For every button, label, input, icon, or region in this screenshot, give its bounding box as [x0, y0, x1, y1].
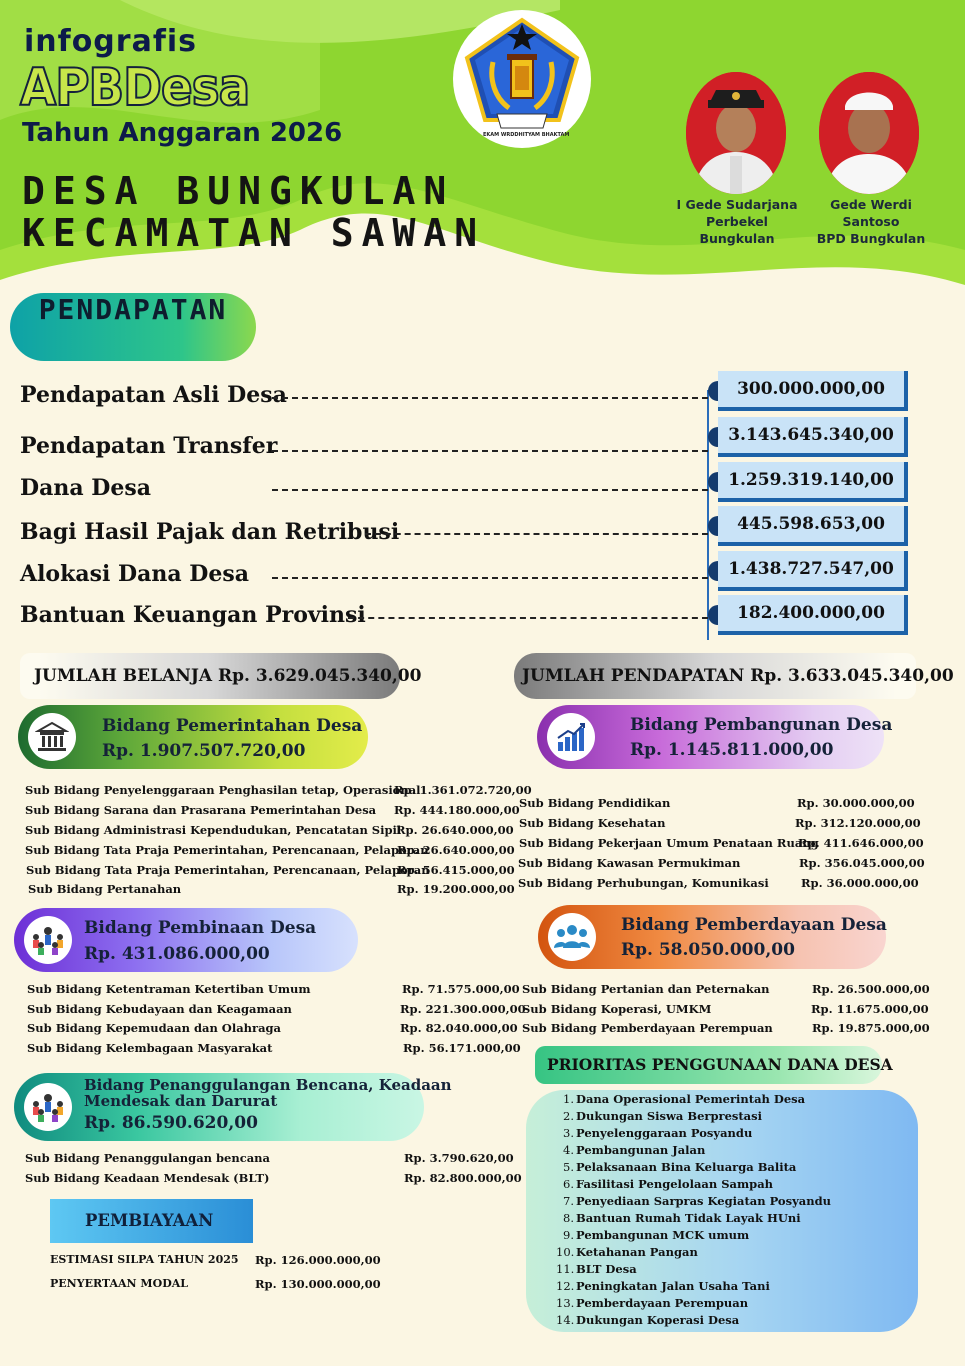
sub-bidang-value: Rp. 30.000.000,00	[797, 796, 915, 810]
bidang-pemberdayaan-card	[538, 905, 886, 969]
bidang-title: Bidang Pemberdayaan Desa	[621, 915, 887, 935]
sub-bidang-label: Sub Bidang Ketentraman Ketertiban Umum	[27, 982, 311, 996]
priority-text: Pembangunan Jalan	[576, 1143, 706, 1157]
bidang-title-line1: Bidang Penanggulangan Bencana, Keadaan	[84, 1076, 452, 1094]
priority-text: Pelaksanaan Bina Keluarga Balita	[576, 1160, 797, 1174]
list-item: 1. Dana Operasional Pemerintah Desa	[563, 1092, 806, 1106]
list-item: 10. Ketahanan Pangan	[556, 1245, 698, 1259]
sub-bidang-value: Rp. 71.575.000,00	[402, 982, 520, 996]
sub-bidang-label: Sub Bidang Pekerjaan Umum Penataan Ruang	[519, 836, 819, 850]
bidang-bencana-card	[14, 1073, 452, 1141]
income-label: Bantuan Keuangan Provinsi	[20, 602, 366, 628]
list-item: 3. Penyelenggaraan Posyandu	[563, 1126, 753, 1140]
sub-bidang-label: Sub Bidang Kawasan Permukiman	[518, 856, 741, 870]
sub-bidang-value: Rp. 11.675.000,00	[811, 1002, 929, 1016]
village-title	[22, 170, 485, 254]
sub-bidang-label: Sub Bidang Penyelenggaraan Penghasilan tetap, Operasional	[25, 783, 421, 797]
income-value: 445.598.653,00	[718, 506, 908, 546]
list-item: 4. Pembangunan Jalan	[563, 1143, 706, 1157]
sub-bidang-label: Sub Bidang Penanggulangan bencana	[25, 1151, 270, 1165]
sub-bidang-value: Rp. 312.120.000,00	[795, 816, 921, 830]
pembiayaan-value: Rp. 130.000.000,00	[255, 1277, 381, 1291]
prioritas-list	[556, 1091, 831, 1329]
sub-bidang-label: Sub Bidang Kelembagaan Masyarakat	[27, 1041, 273, 1055]
bidang-title-line2: Mendesak dan Darurat	[84, 1092, 278, 1110]
sub-bidang-label: Sub Bidang Keadaan Mendesak (BLT)	[25, 1171, 270, 1185]
bidang-amount: Rp. 86.590.620,00	[84, 1113, 258, 1133]
official-name: I Gede Sudarjana	[676, 197, 798, 212]
list-item: 2. Dukungan Siswa Berprestasi	[563, 1109, 762, 1123]
prioritas-heading: PRIORITAS PENGGUNAAN DANA DESA	[535, 1046, 882, 1084]
bidang-title: Bidang Pembangunan Desa	[630, 715, 893, 735]
jumlah-belanja: JUMLAH BELANJA Rp. 3.629.045.340,00	[20, 653, 400, 699]
sub-bidang-value: Rp. 221.300.000,00	[400, 1002, 526, 1016]
list-item: 8. Bantuan Rumah Tidak Layak HUni	[563, 1211, 801, 1225]
sub-bidang-label: Sub Bidang Sarana dan Prasarana Pemerintahan Desa	[25, 803, 377, 817]
sub-bidang-label: Sub Bidang Tata Praja Pemerintahan, Perencanaan, Pelaporan	[26, 863, 430, 877]
sub-bidang-label: Sub Bidang Tata Praja Pemerintahan, Perencanaan, Pelaporan	[25, 843, 429, 857]
infografis-label: infografis	[24, 24, 198, 59]
list-item: 7. Penyediaan Sarpras Kegiatan Posyandu	[563, 1194, 831, 1208]
sub-bidang-label: Sub Bidang Pertanian dan Peternakan	[522, 982, 770, 996]
bidang-pembinaan-card	[14, 908, 358, 972]
dashed-leader	[272, 450, 708, 452]
income-value: 3.143.645.340,00	[718, 417, 908, 457]
list-item: 12. Peningkatan Jalan Usaha Tani	[556, 1279, 770, 1293]
sub-bidang-value: Rp. 411.646.000,00	[798, 836, 924, 850]
pendapatan-title: PENDAPATAN	[38, 293, 228, 326]
sub-bidang-value: Rp. 356.045.000,00	[799, 856, 925, 870]
dashed-leader	[272, 489, 708, 491]
sub-bidang-label: Sub Bidang Perhubungan, Komunikasi	[518, 876, 769, 890]
person-avatar-icon	[686, 72, 786, 194]
official-role: Perbekel Bungkulan	[699, 214, 775, 246]
bidang-title: Bidang Pembinaan Desa	[84, 918, 317, 938]
income-value: 1.259.319.140,00	[718, 462, 908, 502]
sub-bidang-label: Sub Bidang Pendidikan	[519, 796, 671, 810]
bidang-amount: Rp. 1.907.507.720,00	[102, 741, 306, 761]
bidang-title	[84, 1077, 452, 1109]
pembiayaan-label: ESTIMASI SILPA TAHUN 2025	[50, 1253, 239, 1266]
list-item: 11. BLT Desa	[556, 1262, 637, 1276]
dashed-leader	[272, 397, 708, 399]
jumlah-pendapatan: JUMLAH PENDAPATAN Rp. 3.633.045.340,00	[514, 653, 916, 699]
sub-bidang-label: Sub Bidang Kepemudaan dan Olahraga	[27, 1021, 282, 1035]
desa-name: DESA BUNGKULAN	[22, 169, 455, 213]
priority-text: Penyelenggaraan Posyandu	[576, 1126, 753, 1140]
community-group-icon	[24, 1083, 72, 1131]
sub-bidang-value: Rp. 1.361.072.720,00	[394, 783, 532, 797]
bidang-amount: Rp. 431.086.000,00	[84, 944, 270, 964]
bidang-amount: Rp. 58.050.000,00	[621, 940, 795, 960]
priority-text: Dana Operasional Pemerintah Desa	[576, 1092, 806, 1106]
community-group-icon	[24, 916, 72, 964]
caption-bpd	[804, 196, 938, 247]
list-item: 6. Fasilitasi Pengelolaan Sampah	[563, 1177, 774, 1191]
income-value: 1.438.727.547,00	[718, 551, 908, 591]
person-avatar-icon	[819, 72, 919, 194]
sub-bidang-label: Sub Bidang Pemberdayaan Perempuan	[522, 1021, 773, 1035]
sub-bidang-label: Sub Bidang Administrasi Kependudukan, Pencatatan Sipil	[25, 823, 402, 837]
income-label: Bagi Hasil Pajak dan Retribusi	[20, 519, 400, 545]
sub-bidang-label: Sub Bidang Koperasi, UMKM	[522, 1002, 712, 1016]
priority-text: Fasilitasi Pengelolaan Sampah	[576, 1177, 774, 1191]
sub-bidang-label: Sub Bidang Pertanahan	[28, 882, 182, 896]
list-item: 9. Pembangunan MCK umum	[563, 1228, 750, 1242]
portrait-perbekel	[686, 72, 786, 194]
income-value: 182.400.000,00	[718, 595, 908, 635]
sub-bidang-value: Rp. 444.180.000,00	[394, 803, 520, 817]
official-name: Gede Werdi Santoso	[830, 197, 912, 229]
tahun-anggaran: Tahun Anggaran 2026	[22, 118, 343, 148]
sub-bidang-value: Rp. 82.800.000,00	[404, 1171, 522, 1185]
sub-bidang-value: Rp. 56.171.000,00	[403, 1041, 521, 1055]
income-label: Pendapatan Asli Desa	[20, 382, 287, 408]
pendapatan-heading	[10, 293, 256, 361]
official-role: BPD Bungkulan	[816, 231, 926, 246]
dashed-leader	[365, 533, 708, 535]
apbdesa-title: APBDesa	[20, 58, 250, 118]
income-label: Pendapatan Transfer	[20, 433, 278, 459]
regency-logo	[453, 10, 591, 148]
kecamatan-name: KECAMATAN SAWAN	[22, 211, 486, 255]
sub-bidang-value: Rp. 26.500.000,00	[812, 982, 930, 996]
dashed-leader	[272, 577, 708, 579]
income-label: Dana Desa	[20, 475, 151, 501]
priority-text: Pembangunan MCK umum	[576, 1228, 750, 1242]
bidang-pemerintahan-card	[18, 705, 368, 769]
portrait-bpd	[819, 72, 919, 194]
priority-text: Penyediaan Sarpras Kegiatan Posyandu	[576, 1194, 831, 1208]
people-group-icon	[548, 913, 596, 961]
sub-bidang-value: Rp. 26.640.000,00	[397, 843, 515, 857]
dashed-leader	[348, 617, 708, 619]
pembiayaan-label: PENYERTAAN MODAL	[50, 1277, 188, 1290]
priority-text: Pemberdayaan Perempuan	[576, 1296, 749, 1310]
sub-bidang-value: Rp. 19.875.000,00	[812, 1021, 930, 1035]
sub-bidang-value: Rp. 82.040.000,00	[400, 1021, 518, 1035]
income-value: 300.000.000,00	[718, 371, 908, 411]
priority-text: Peningkatan Jalan Usaha Tani	[576, 1279, 770, 1293]
bidang-pembangunan-card	[537, 705, 893, 769]
sub-bidang-value: Rp. 19.200.000,00	[397, 882, 515, 896]
sub-bidang-value: Rp. 56.415.000,00	[397, 863, 515, 877]
caption-perbekel	[672, 196, 802, 247]
bidang-amount: Rp. 1.145.811.000,00	[630, 740, 834, 760]
sub-bidang-value: Rp. 3.790.620,00	[404, 1151, 514, 1165]
priority-text: Bantuan Rumah Tidak Layak HUni	[576, 1211, 801, 1225]
list-item: 14. Dukungan Koperasi Desa	[556, 1313, 740, 1327]
bidang-title: Bidang Pemerintahan Desa	[102, 716, 363, 736]
income-connector-line	[707, 390, 709, 640]
priority-text: Ketahanan Pangan	[576, 1245, 698, 1259]
sub-bidang-value: Rp. 26.640.000,00	[396, 823, 514, 837]
sub-bidang-label: Sub Bidang Kebudayaan dan Keagamaan	[27, 1002, 292, 1016]
government-building-icon	[28, 713, 76, 761]
pembiayaan-heading: PEMBIAYAAN	[50, 1199, 253, 1243]
emblem-icon	[453, 10, 591, 148]
income-label: Alokasi Dana Desa	[20, 561, 249, 587]
growth-chart-icon	[547, 713, 595, 761]
sub-bidang-value: Rp. 36.000.000,00	[801, 876, 919, 890]
priority-text: Dukungan Siswa Berprestasi	[576, 1109, 762, 1123]
sub-bidang-label: Sub Bidang Kesehatan	[519, 816, 666, 830]
pembiayaan-value: Rp. 126.000.000,00	[255, 1253, 381, 1267]
list-item: 5. Pelaksanaan Bina Keluarga Balita	[563, 1160, 797, 1174]
priority-text: BLT Desa	[576, 1262, 637, 1276]
logo-motto: EKAM WRDDHITYAM BHAKTAM	[483, 132, 570, 138]
priority-text: Dukungan Koperasi Desa	[576, 1313, 740, 1327]
list-item: 13. Pemberdayaan Perempuan	[556, 1296, 749, 1310]
